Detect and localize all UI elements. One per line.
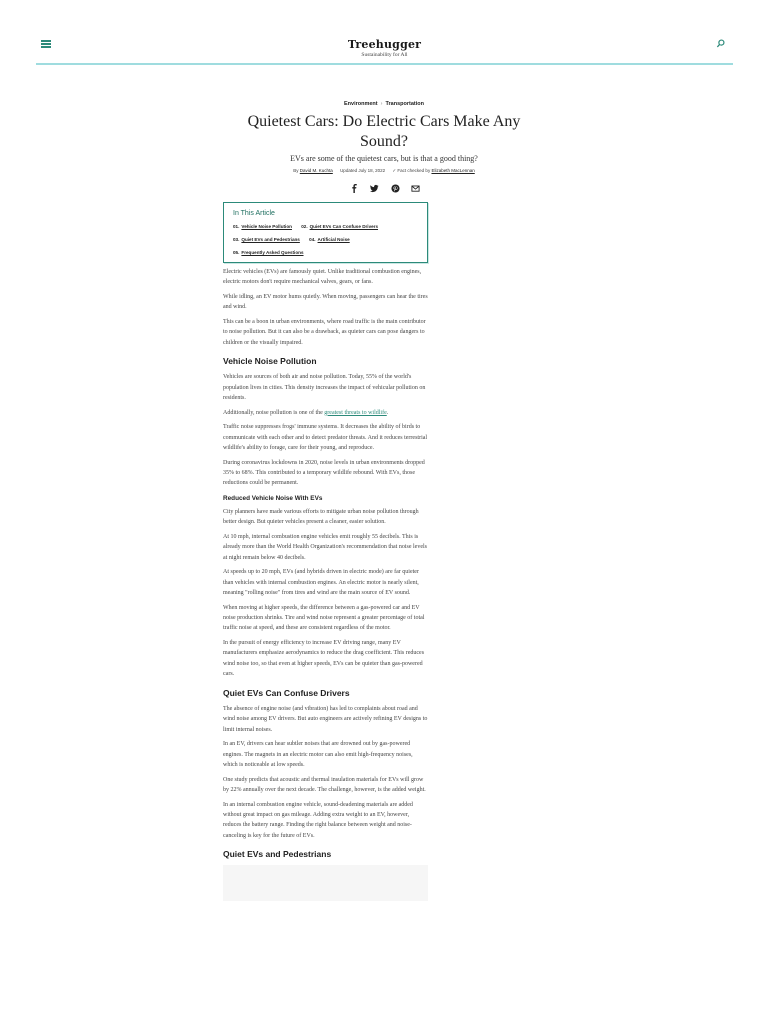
body-paragraph: Vehicles are sources of both air and noise pollution. Today, 55% of the world's population lives in cities. This density increases the impact of vehicular pollution on residents. xyxy=(223,374,426,402)
body-paragraph: This can be a boon in urban environments, where road traffic is the main contributor to noise pollution. But it can also be a drawback, as quieter cars can pose dangers to children or the visually impaired. xyxy=(223,319,426,346)
toc-row xyxy=(233,233,418,246)
toc-number: 03. xyxy=(233,237,240,242)
breadcrumb-separator: › xyxy=(380,101,383,107)
paragraph-text: . xyxy=(386,409,389,416)
body-paragraph: At 10 mph, internal combustion engine vehicles emit roughly 55 decibels. This is already more than the World Health Organization's recommendation that noise levels at night remain below 40 decibels. xyxy=(223,533,427,561)
body-paragraph: Electric vehicles (EVs) are famously quiet. Unlike traditional combustion engines, electric motors don't require mechanical valves, gears, or fans. xyxy=(223,269,422,286)
fact-check-icon: ✓ xyxy=(392,168,397,173)
byline-by: By xyxy=(293,168,299,173)
body-paragraph: Traffic noise suppresses frogs' immune systems. It decreases the ability of birds to communicate with each other and to detect predator threats. And it reduces terrestrial wildlife's ability to forage, care for their young, and reproduce. xyxy=(223,424,428,452)
body-paragraph: During coronavirus lockdowns in 2020, noise levels in urban environments dropped 35% to 68%. This contributed to a temporary wildlife rebound. With EVs, those reductions could be permanent. xyxy=(223,459,425,487)
share-bar xyxy=(350,184,420,194)
media-placeholder xyxy=(223,865,428,901)
pinterest-icon[interactable] xyxy=(391,184,400,193)
body-paragraph: At speeds up to 20 mph, EVs (and hybrids driven in electric mode) are far quieter than vehicles with internal combustion engines. An electric motor is nearly silent, meaning "rolling noise" from tires and wind are the main source of EV sound. xyxy=(223,569,419,597)
wildlife-threats-link[interactable]: greatest threats to wildlife xyxy=(324,409,387,416)
section-heading-quiet-evs-pedestrians: Quiet EVs and Pedestrians xyxy=(223,849,332,860)
toc-link-quiet-evs-confuse-drivers[interactable]: Quiet EVs Can Confuse Drivers xyxy=(309,224,379,229)
header-divider xyxy=(36,63,733,65)
toc-link-faq[interactable]: Frequently Asked Questions xyxy=(241,250,304,255)
toc-link-vehicle-noise-pollution[interactable]: Vehicle Noise Pollution xyxy=(241,224,292,229)
fact-check-prefix: Fact checked by xyxy=(397,168,431,173)
breadcrumb-environment[interactable]: Environment xyxy=(344,101,378,107)
site-logo[interactable]: Treehugger xyxy=(347,38,422,51)
twitter-icon[interactable] xyxy=(370,184,379,193)
toc-number: 01. xyxy=(233,224,240,229)
section-heading-vehicle-noise-pollution: Vehicle Noise Pollution xyxy=(223,356,317,367)
article-body xyxy=(223,267,428,901)
search-icon[interactable] xyxy=(716,39,725,48)
body-paragraph: In the pursuit of energy efficiency to increase EV driving range, many EV manufacturers emphasize aerodynamics to reduce the drag coefficient. This reduces wind noise too, so that even at higher speeds, EVs can be quieter than gas-powered cars. xyxy=(223,640,425,678)
section-heading-quiet-evs-confuse-drivers: Quiet EVs Can Confuse Drivers xyxy=(223,687,350,698)
toc-number: 02. xyxy=(301,224,308,229)
site-header xyxy=(36,32,733,66)
body-paragraph: In an EV, drivers can hear subtler noises that are drowned out by gas-powered engines. The magnets in an electric motor can also emit high-frequency noises, which is noticeable at low speeds. xyxy=(223,741,413,768)
subsection-heading-reduced-noise: Reduced Vehicle Noise With EVs xyxy=(223,494,323,502)
byline xyxy=(0,168,768,174)
breadcrumb xyxy=(0,101,768,107)
toc-number: 04. xyxy=(309,237,316,242)
facebook-icon[interactable] xyxy=(350,184,359,193)
body-paragraph xyxy=(223,408,428,418)
article-title: Quietest Cars: Do Electric Cars Make Any Sound? xyxy=(247,113,521,150)
toc-link-artificial-noise[interactable]: Artificial Noise xyxy=(317,237,350,242)
article-subtitle: EVs are some of the quietest cars, but is that a good thing? xyxy=(290,154,478,163)
body-paragraph: In an internal combustion engine vehicle, sound-deadening materials are added without great impact on gas mileage. Adding extra weight to an EV, however, reduces the battery range. Finding the right balance between weight and noise-canceling is key for the future of EVs. xyxy=(223,801,413,839)
body-paragraph: When moving at higher speeds, the difference between a gas-powered car and EV noise production shrinks. Tire and wind noise represent a greater percentage of total traffic noise at speed, and these are consistent regardless of the motor. xyxy=(223,604,425,632)
paragraph-text: Additionally, noise pollution is one of the xyxy=(223,409,325,416)
toc-link-quiet-evs-pedestrians[interactable]: Quiet EVs and Pedestrians xyxy=(241,237,300,242)
body-paragraph: City planners have made various efforts to mitigate urban noise pollution through better design. But quieter vehicles present a cleaner, easier solution. xyxy=(223,508,419,526)
updated-date: Updated July 18, 2022 xyxy=(340,168,386,173)
table-of-contents xyxy=(223,202,428,263)
fact-checker-link[interactable]: Elizabeth MacLennan xyxy=(431,168,475,173)
body-paragraph: The absence of engine noise (and vibration) has led to complaints about road and wind noise among EV drivers. But auto engineers are actively refining EV designs to limit internal noises. xyxy=(223,705,428,733)
author-link[interactable]: David M. Kuchta xyxy=(299,168,333,173)
toc-title: In This Article xyxy=(233,210,275,217)
toc-number: 05. xyxy=(233,250,240,255)
body-paragraph: While idling, an EV motor hums quietly. When moving, passengers can hear the tires and wind. xyxy=(223,294,428,311)
body-paragraph: One study predicts that acoustic and thermal insulation materials for EVs will grow by 22% annually over the next decade. The challenge, however, is the added weight. xyxy=(223,776,426,793)
breadcrumb-transportation[interactable]: Transportation xyxy=(385,101,424,107)
email-icon[interactable] xyxy=(411,184,420,193)
site-tagline: Sustainability for All xyxy=(361,52,408,58)
toc-row xyxy=(233,246,418,259)
toc-row xyxy=(233,220,418,233)
